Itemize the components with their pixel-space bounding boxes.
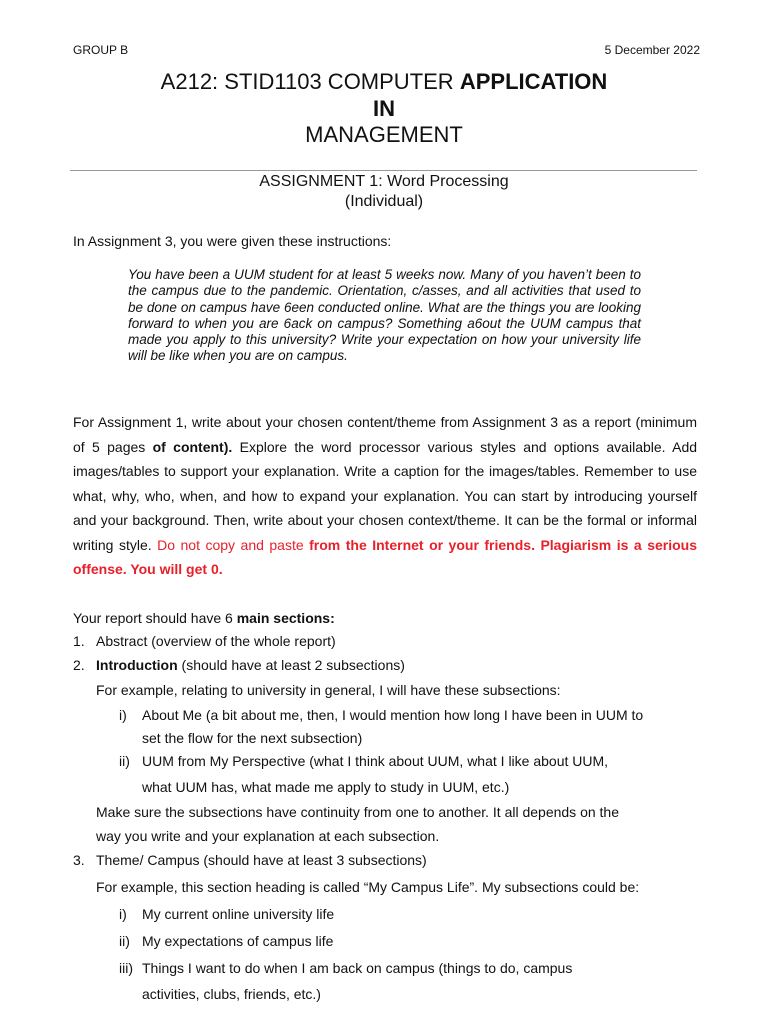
introduction-example: For example, relating to university in general, I will have these subsections: bbox=[96, 682, 561, 698]
theme-example: For example, this section heading is called “My Campus Life”. My subsections could be: bbox=[96, 879, 640, 895]
assignment-paragraph: For Assignment 1, write about your chosen content/theme from Assignment 3 as a report (minimum of 5 pages of content). Explore the word processor various styles and options available. Add images/tables to support your explanation. Write a caption for the images/tables. Remember to use what, why, who, when, and how to expand your explanation. You can start by introducing yourself and your background. Then, write about your chosen context/theme. It can be the formal or informal writing style. Do not copy and paste from the Internet or your friends. Plagiarism is a serious offense. You will get 0. bbox=[73, 414, 698, 577]
list-item-text: Theme/ Campus (should have at least 3 subsections) bbox=[96, 852, 427, 868]
sub-list-number: ii) bbox=[119, 933, 130, 949]
sub-list-text: About Me (a bit about me, then, I would mention how long I have been in UUM to bbox=[142, 707, 644, 723]
sub-list-number: ii) bbox=[119, 753, 130, 769]
intro-text: In Assignment 3, you were given these instructions: bbox=[73, 233, 392, 249]
page-title-line3: MANAGEMENT bbox=[305, 122, 463, 147]
list-item-text: Introduction (should have at least 2 subsections) bbox=[96, 657, 405, 673]
title-divider bbox=[70, 170, 697, 171]
sub-list-text: UUM from My Perspective (what I think about UUM, what I like about UUM, bbox=[142, 753, 609, 769]
continuity-note: Make sure the subsections have continuity from one to another. It all depends on the bbox=[96, 804, 619, 820]
page-title-line1: A212: STID1103 COMPUTER APPLICATION bbox=[160, 69, 608, 94]
page-title-line2: IN bbox=[373, 96, 395, 121]
document-date: 5 December 2022 bbox=[604, 43, 700, 57]
sub-list-number: i) bbox=[119, 906, 127, 922]
continuity-note-continued: way you write and your explanation at each subsection. bbox=[96, 828, 440, 844]
sub-list-text: My expectations of campus life bbox=[142, 933, 334, 949]
sub-list-number: i) bbox=[119, 707, 127, 723]
sub-list-text: My current online university life bbox=[142, 906, 335, 922]
list-number: 2. bbox=[73, 657, 85, 673]
list-number: 1. bbox=[73, 633, 85, 649]
assignment-type: (Individual) bbox=[344, 193, 424, 210]
list-number: 3. bbox=[73, 852, 85, 868]
group-label: GROUP B bbox=[73, 43, 129, 57]
list-item-text: Abstract (overview of the whole report) bbox=[96, 633, 336, 649]
quoted-instructions: You have been a UUM student for at least 5 weeks now. Many of you haven’t been to the campus due to the pandemic. Orientation, c/asses, and all activities that used to be done on campus have 6een conducted online. What are the things you are looking forward to when you are 6ack on campus? Something a6out the UUM campus that made you apply to this university? Write your expectation on how your university life will be like when you are on campus. bbox=[128, 267, 641, 364]
assignment-subtitle: ASSIGNMENT 1: Word Processing bbox=[259, 173, 509, 190]
sub-list-text: Things I want to do when I am back on campus (things to do, campus bbox=[142, 960, 573, 976]
sub-list-text-continued: set the flow for the next subsection) bbox=[142, 730, 363, 746]
sub-list-text-continued: what UUM has, what made me apply to study in UUM, etc.) bbox=[142, 779, 510, 795]
sections-lead: Your report should have 6 main sections: bbox=[73, 610, 335, 626]
sub-list-number: iii) bbox=[119, 960, 133, 976]
sub-list-text-continued: activities, clubs, friends, etc.) bbox=[142, 986, 321, 1002]
